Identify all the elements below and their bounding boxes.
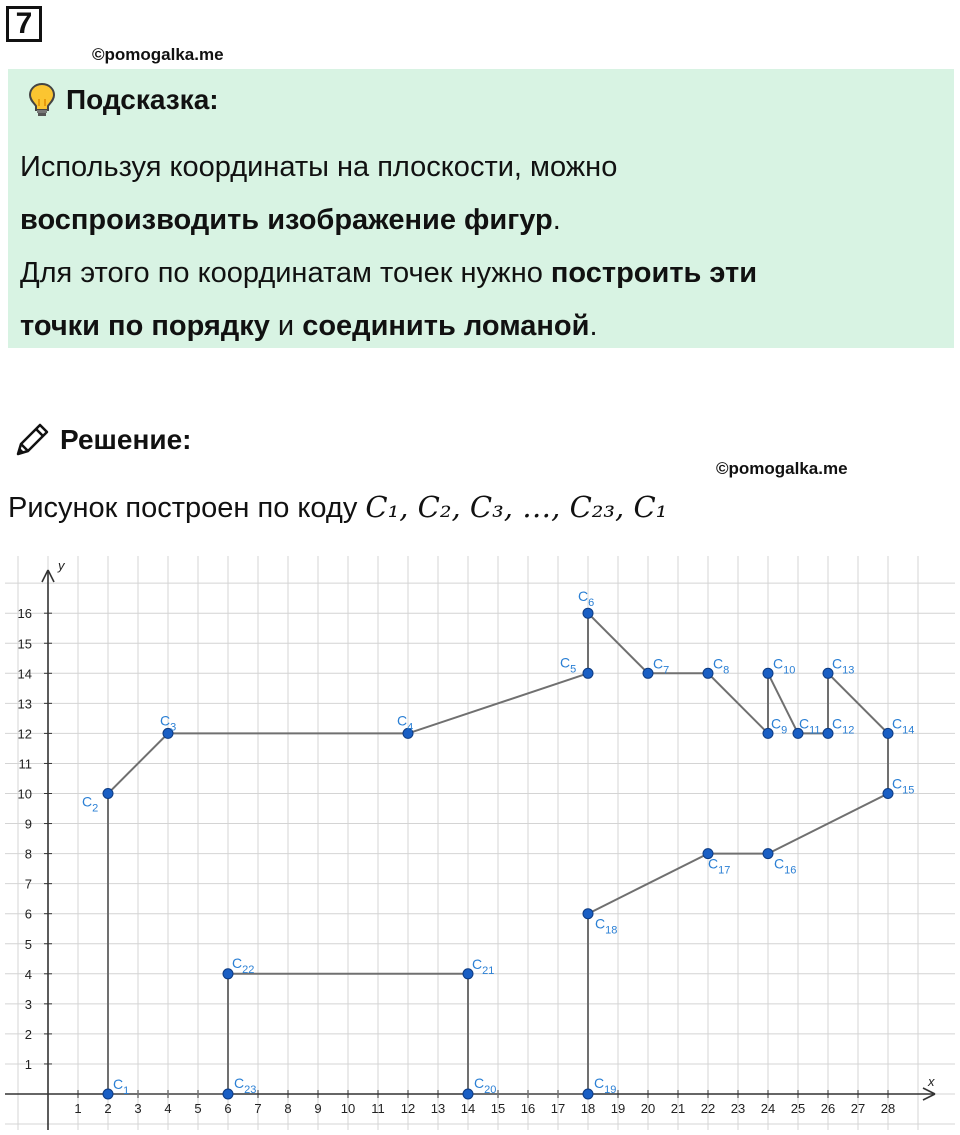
point-C19: [583, 1089, 593, 1099]
point-C20: [463, 1089, 473, 1099]
y-tick-label: 15: [17, 636, 32, 652]
label-C5: $C_5$: [560, 654, 577, 676]
hint-line-2: воспроизводить изображение фигур.: [20, 204, 561, 236]
point-C7: [643, 668, 653, 678]
x-tick-label: 8: [284, 1101, 292, 1116]
x-tick-label: 18: [580, 1101, 596, 1116]
watermark: ©pomogalka.me: [716, 459, 848, 478]
label-C12: $C_{12}$: [832, 715, 855, 737]
y-axis-label: y: [58, 558, 65, 573]
point-C1: [103, 1089, 113, 1099]
label-C23: $C_{23}$: [234, 1075, 257, 1096]
label-C7: $C_7$: [653, 655, 670, 677]
solution-header: [12, 420, 191, 460]
x-tick-label: 15: [490, 1101, 506, 1116]
x-tick-label: 21: [670, 1101, 686, 1116]
x-tick-label: 26: [820, 1101, 836, 1116]
y-tick-label: 12: [17, 726, 32, 742]
x-tick-label: 4: [164, 1101, 172, 1116]
task-number: 7: [6, 6, 42, 42]
y-tick-label: 2: [24, 1026, 32, 1042]
y-tick-label: 11: [18, 756, 32, 772]
label-C18: $C_{18}$: [595, 915, 618, 937]
solution-title: Решение:: [60, 424, 192, 455]
hint-box: [8, 69, 954, 348]
x-tick-label: 23: [730, 1101, 746, 1116]
hint-line-1: Используя координаты на плоскости, можно: [20, 151, 618, 183]
label-C4: $C_4$: [397, 712, 414, 734]
x-tick-label: 6: [224, 1101, 232, 1116]
x-tick-label: 17: [550, 1101, 566, 1116]
watermark: ©pomogalka.me: [92, 45, 224, 64]
label-C8: $C_8$: [713, 655, 730, 677]
label-C19: $C_{19}$: [594, 1075, 617, 1096]
label-C21: $C_{21}$: [472, 955, 495, 977]
y-tick-label: 6: [24, 906, 32, 922]
x-tick-label: 9: [314, 1101, 322, 1116]
y-tick-label: 5: [24, 936, 32, 952]
x-tick-label: 22: [700, 1101, 716, 1116]
hint-text: [20, 141, 940, 353]
x-tick-label: 13: [430, 1101, 446, 1116]
y-tick-label: 3: [24, 996, 32, 1012]
x-tick-label: 19: [610, 1101, 626, 1116]
label-C10: $C_{10}$: [773, 655, 796, 677]
grid: [5, 556, 955, 1130]
label-C11: $C_{11}$: [799, 715, 821, 737]
label-C6: $C_6$: [578, 588, 595, 610]
point-C2: [103, 789, 113, 799]
x-tick-label: 27: [850, 1101, 866, 1116]
point-C18: [583, 909, 593, 919]
tick-labels: [18, 606, 896, 1116]
label-C22: $C_{22}$: [232, 954, 255, 976]
point-C23: [223, 1089, 233, 1099]
x-tick-label: 10: [340, 1101, 356, 1116]
coordinate-plane: [0, 548, 960, 1135]
point-C16: [763, 849, 773, 859]
y-tick-label: 16: [17, 606, 32, 622]
x-tick-label: 16: [520, 1101, 536, 1116]
y-tick-label: 4: [24, 966, 32, 982]
point-C10: [763, 668, 773, 678]
label-C15: $C_{15}$: [892, 775, 915, 797]
label-C13: $C_{13}$: [832, 655, 855, 677]
point-C8: [703, 668, 713, 678]
hint-title: Подсказка:: [66, 84, 219, 115]
label-C14: $C_{14}$: [892, 715, 915, 737]
label-C16: $C_{16}$: [774, 855, 797, 877]
y-tick-label: 1: [24, 1056, 32, 1072]
x-tick-label: 14: [460, 1101, 476, 1116]
x-tick-label: 11: [371, 1101, 385, 1116]
axes: [5, 558, 935, 1130]
label-C3: $C_3$: [160, 712, 177, 734]
label-C2: $C_2$: [82, 793, 99, 815]
hint-line-3: Для этого по координатам точек нужно построить эти: [20, 257, 758, 289]
x-tick-label: 5: [194, 1101, 202, 1116]
label-C9: $C_9$: [771, 715, 788, 737]
point-C6: [583, 608, 593, 618]
x-tick-label: 24: [760, 1101, 776, 1116]
x-tick-label: 3: [134, 1101, 142, 1116]
x-tick-label: 20: [640, 1101, 656, 1116]
y-tick-label: 8: [24, 846, 32, 862]
label-C1: $C_1$: [113, 1076, 130, 1097]
x-tick-label: 2: [104, 1101, 112, 1116]
solution-text: Рисунок построен по коду C₁, C₂, C₃, …, C₂₃, C₁: [8, 490, 668, 524]
label-C17: $C_{17}$: [708, 855, 731, 877]
x-tick-label: 1: [74, 1101, 82, 1116]
y-tick-label: 14: [17, 666, 32, 682]
y-tick-label: 9: [24, 816, 32, 832]
lightbulb-icon: [28, 82, 56, 118]
point-sequence: C₁, C₂, C₃, …, C₂₃, C₁: [365, 490, 668, 524]
y-tick-label: 13: [17, 696, 32, 712]
y-tick-label: 7: [24, 876, 32, 892]
pencil-icon: [12, 420, 52, 460]
x-axis-label: x: [928, 1074, 935, 1089]
label-C20: $C_{20}$: [474, 1075, 497, 1096]
hint-header: [28, 82, 219, 118]
point-C5: [583, 668, 593, 678]
x-tick-label: 28: [880, 1101, 896, 1116]
x-tick-label: 7: [254, 1101, 262, 1116]
x-tick-label: 12: [400, 1101, 416, 1116]
y-tick-label: 10: [17, 786, 32, 802]
x-tick-label: 25: [790, 1101, 806, 1116]
hint-line-4: точки по порядку и соединить ломаной.: [20, 310, 598, 342]
